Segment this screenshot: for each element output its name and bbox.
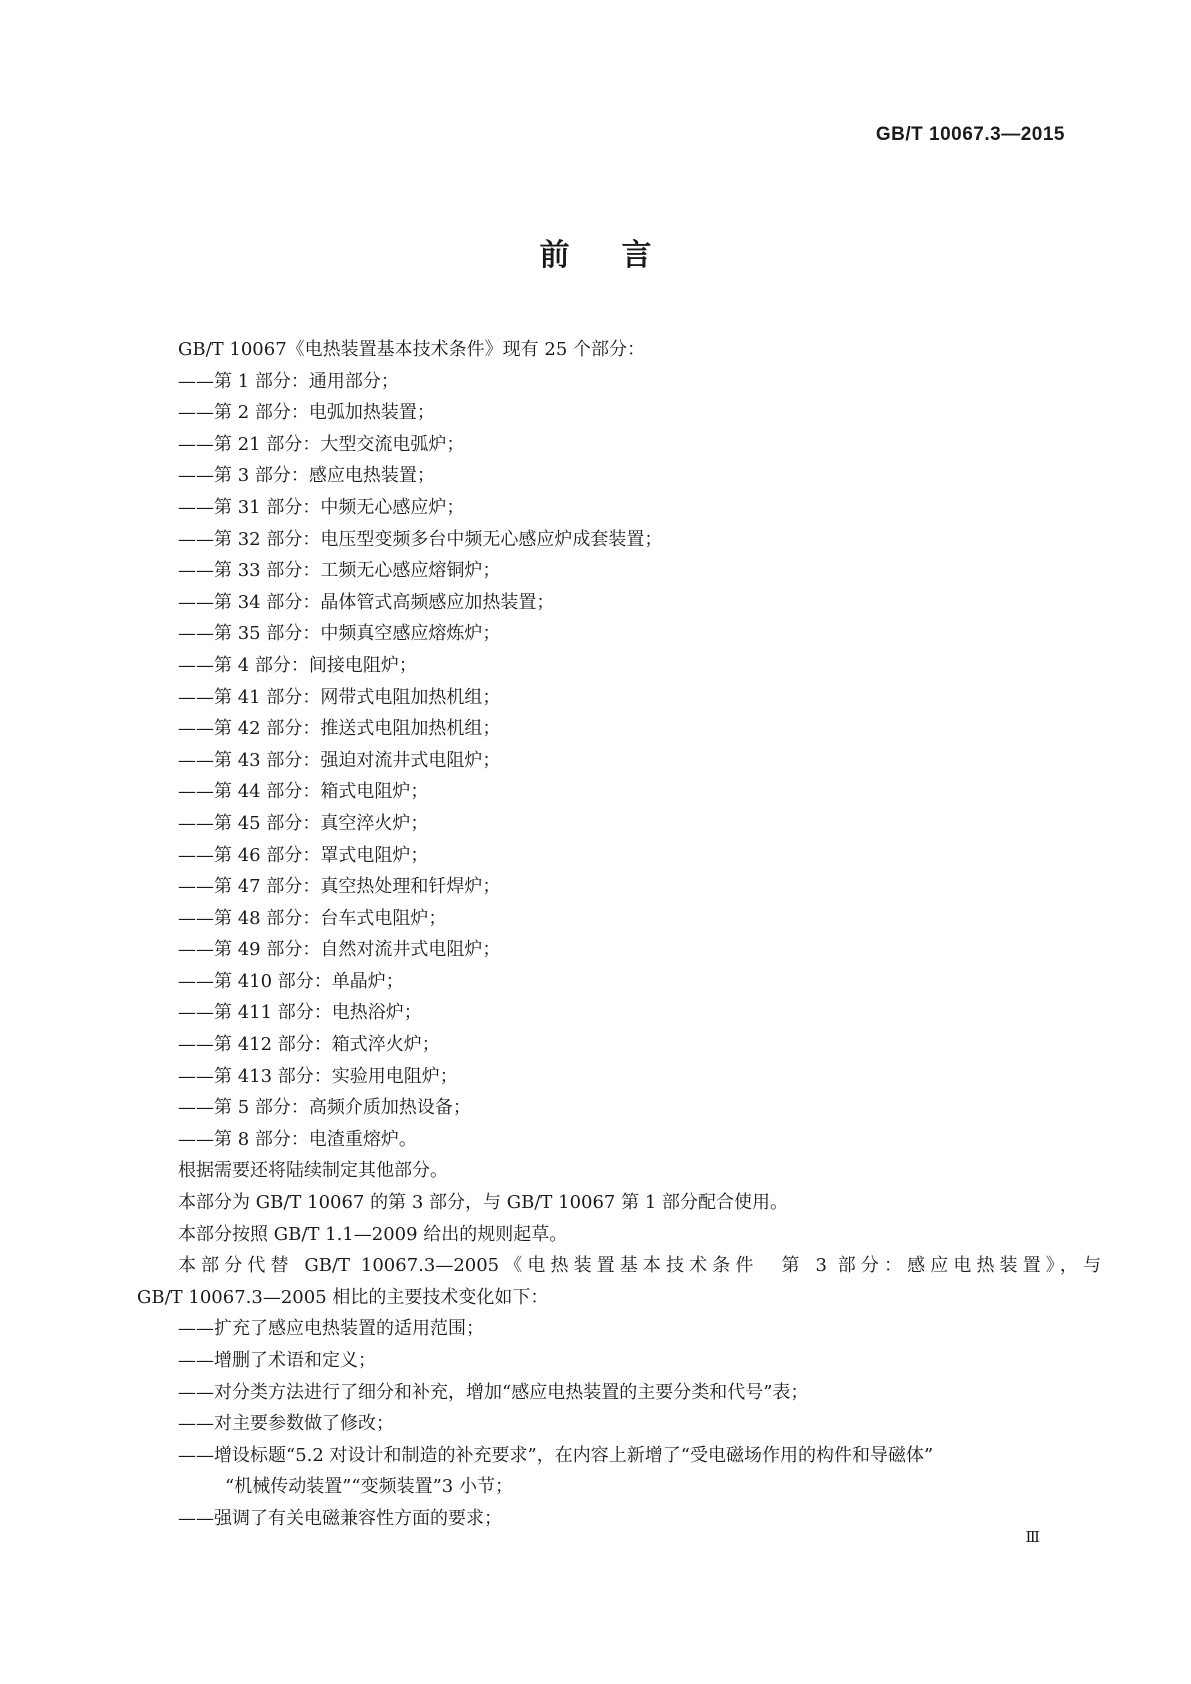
list-item: ——第 41 部分：网带式电阻加热机组； bbox=[178, 686, 501, 708]
list-item: ——第 35 部分：中频真空感应熔炼炉； bbox=[178, 623, 501, 645]
list-item: ——第 5 部分：高频介质加热设备； bbox=[178, 1097, 471, 1119]
paragraph-drafting-rules: 本部分按照 GB/T 1.1—2009 给出的规则起草。 bbox=[178, 1223, 568, 1245]
list-item: ——第 1 部分：通用部分； bbox=[178, 370, 399, 392]
list-item: ——第 42 部分：推送式电阻加热机组； bbox=[178, 718, 501, 740]
standard-code: GB/T 10067.3—2015 bbox=[875, 124, 1065, 145]
list-item: ——第 46 部分：罩式电阻炉； bbox=[178, 844, 429, 866]
list-item: ——增设标题“5.2 对设计和制造的补充要求”，在内容上新增了“受电磁场作用的构件和导磁体” bbox=[178, 1444, 934, 1466]
list-item: ——第 49 部分：自然对流井式电阻炉； bbox=[178, 939, 501, 961]
list-item: ——第 34 部分：晶体管式高频感应加热装置； bbox=[178, 591, 555, 613]
list-item: ——第 411 部分：电热浴炉； bbox=[178, 1002, 422, 1024]
parts-list bbox=[137, 366, 1060, 1156]
paragraph-part-relation: 本部分为 GB/T 10067 的第 3 部分，与 GB/T 10067 第 1 部分配合使用。 bbox=[178, 1192, 788, 1214]
list-item: ——第 21 部分：大型交流电弧炉； bbox=[178, 433, 465, 455]
document-body bbox=[137, 334, 1101, 1535]
list-item: ——第 45 部分：真空淬火炉； bbox=[178, 812, 429, 834]
list-item: ——第 410 部分：单晶炉； bbox=[178, 970, 404, 992]
list-item: ——第 412 部分：箱式淬火炉； bbox=[178, 1034, 440, 1056]
intro-paragraph: GB/T 10067《电热装置基本技术条件》现有 25 个部分： bbox=[178, 339, 646, 360]
paragraph-replaces-line1: 本部分代替 GB/T 10067.3—2005《电热装置基本技术条件 第 3 部分：感应电热装置》，与 bbox=[178, 1255, 1101, 1277]
list-item: ——增删了术语和定义； bbox=[178, 1350, 376, 1371]
list-item-continuation: “机械传动装置”“变频装置”3 小节； bbox=[225, 1476, 513, 1498]
list-item: ——扩充了感应电热装置的适用范围； bbox=[178, 1318, 484, 1340]
list-item: ——第 8 部分：电渣重熔炉。 bbox=[178, 1128, 417, 1150]
list-item: ——第 47 部分：真空热处理和钎焊炉； bbox=[178, 876, 501, 898]
list-item: ——第 413 部分：实验用电阻炉； bbox=[178, 1065, 458, 1087]
list-item: ——第 48 部分：台车式电阻炉； bbox=[178, 907, 447, 929]
list-item: ——第 33 部分：工频无心感应熔铜炉； bbox=[178, 560, 501, 582]
list-item: ——第 3 部分：感应电热装置； bbox=[178, 465, 435, 487]
list-item: ——第 43 部分：强迫对流井式电阻炉； bbox=[178, 749, 501, 771]
page-number: Ⅲ bbox=[1025, 1528, 1040, 1546]
list-item: ——强调了有关电磁兼容性方面的要求； bbox=[178, 1507, 502, 1529]
list-item: ——第 31 部分：中频无心感应炉； bbox=[178, 496, 465, 518]
page-title: 前言 bbox=[539, 238, 704, 273]
list-item: ——第 2 部分：电弧加热装置； bbox=[178, 402, 435, 424]
list-item: ——对主要参数做了修改； bbox=[178, 1413, 394, 1435]
paragraph-further-parts: 根据需要还将陆续制定其他部分。 bbox=[178, 1160, 448, 1182]
list-item: ——第 4 部分：间接电阻炉； bbox=[178, 654, 417, 676]
changes-list bbox=[137, 1313, 1060, 1534]
list-item: ——第 32 部分：电压型变频多台中频无心感应炉成套装置； bbox=[178, 528, 663, 550]
list-item: ——第 44 部分：箱式电阻炉； bbox=[178, 781, 429, 803]
paragraph-replaces-line2: GB/T 10067.3—2005 相比的主要技术变化如下： bbox=[137, 1286, 549, 1308]
list-item: ——对分类方法进行了细分和补充，增加“感应电热装置的主要分类和代号”表； bbox=[178, 1381, 809, 1403]
